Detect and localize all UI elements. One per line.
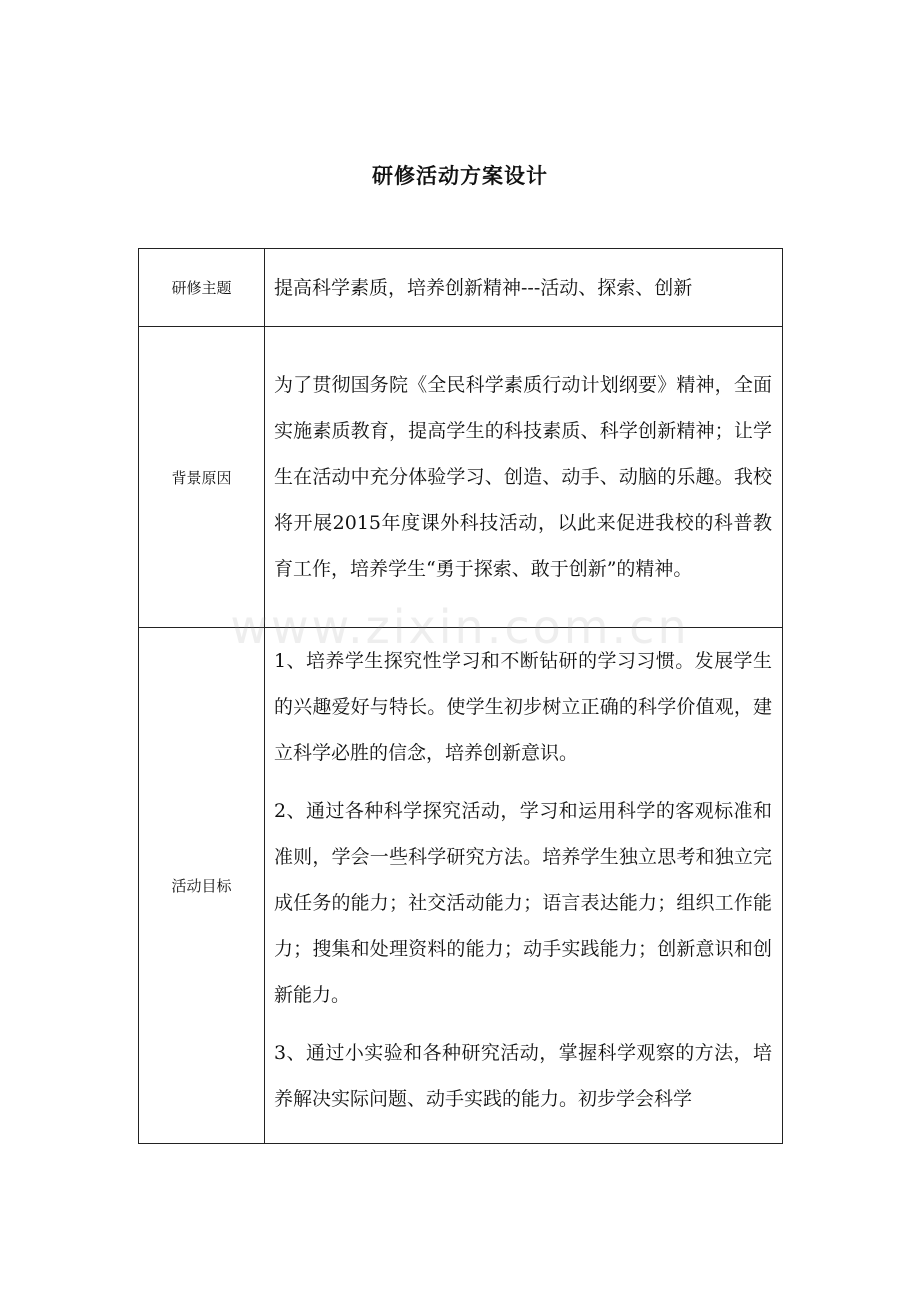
- theme-content: 提高科学素质，培养创新精神---活动、探索、创新: [265, 249, 783, 327]
- theme-label: 研修主题: [139, 249, 265, 327]
- table-row-goals: [139, 628, 783, 1144]
- goals-content: [265, 628, 783, 1144]
- goal-paragraph-2: 2、通过各种科学探究活动，学习和运用科学的客观标准和准则，学会一些科学研究方法。培养学生独立思考和独立完成任务的能力；社交活动能力；语言表达能力；组织工作能力；搜集和处理资料的能力；动手实践能力；创新意识和创新能力。: [274, 800, 772, 1006]
- goal-paragraph-1: 1、培养学生探究性学习和不断钻研的学习习惯。发展学生的兴趣爱好与特长。使学生初步树立正确的科学价值观，建立科学必胜的信念，培养创新意识。: [274, 650, 772, 764]
- background-content: 为了贯彻国务院《全民科学素质行动计划纲要》精神，全面实施素质教育，提高学生的科技素质、科学创新精神；让学生在活动中充分体验学习、创造、动手、动脑的乐趣。我校将开展2015年度课外科技活动，以此来促进我校的科普教育工作，培养学生“勇于探索、敢于创新”的精神。: [265, 327, 783, 628]
- table-row-theme: [139, 249, 783, 327]
- table-row-background: [139, 327, 783, 628]
- background-label: 背景原因: [139, 327, 265, 628]
- watermark: www.zixin.com.cn: [230, 600, 690, 654]
- goals-label: 活动目标: [139, 628, 265, 1144]
- plan-table: [138, 248, 783, 1144]
- page-title: 研修活动方案设计: [372, 164, 548, 188]
- goal-paragraph-3: 3、通过小实验和各种研究活动，掌握科学观察的方法，培养解决实际问题、动手实践的能力。初步学会科学: [274, 1042, 772, 1110]
